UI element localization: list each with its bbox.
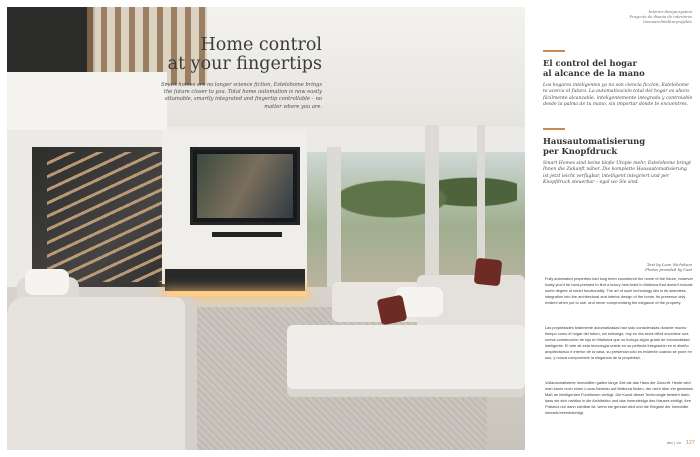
tv-screen — [197, 154, 293, 218]
accent-rule — [543, 128, 565, 130]
headline-block — [152, 36, 322, 111]
accent-rule — [543, 50, 565, 52]
photo-credit — [600, 262, 692, 272]
column — [327, 147, 341, 287]
column — [425, 125, 439, 285]
body-spanish: Las propiedades totalmente automatizadas han sido consideradas durante mucho tiempo como el hogar del futuro, sin embargo, hoy en día sería difícil encontrar una nueva construcción de lujo en Mallorca que no incluya algún grado de funcionalidad inteligente. El arte de esta tecnología reside en su perfecta integración en el diseño arquitectónico e interior de la casa, su presencia sólo es evidente cuando se pone en uso, y nunca compromete la elegancia de la propiedad. — [545, 325, 692, 360]
section-label-line: Innenarchitekturprojekte — [643, 19, 692, 24]
red-cushion — [474, 258, 503, 287]
title-line: Hausautomatisierung — [543, 135, 646, 146]
page-footer — [610, 440, 695, 446]
title-line: al alcance de la mano — [543, 67, 645, 78]
credit-line: Photos provided by Cast — [645, 267, 692, 272]
credit-line: Text by Leon Nicholson — [646, 262, 692, 267]
section-label — [600, 9, 692, 24]
tv-console — [165, 269, 305, 291]
section-label-line: Proyecto de diseño de interiores — [629, 14, 692, 19]
column — [477, 125, 485, 275]
soundbar — [212, 232, 282, 237]
sofa-seat — [287, 325, 525, 397]
title-line: Home control — [200, 35, 322, 55]
page-number: 127 — [685, 440, 695, 446]
body-german: Vollautomatisierte Immobilien galten lange Zeit als das Haus der Zukunft. Heute wird man kaum noch einen Luxus-Neubau auf Mallorca finden, der nicht über ein gewisses Maß an intelligenten Funktionen verfügt. Die Kunst dieser Technologie besteht darin, dass sie sich nahtlos in die Architektur und das Innendesign des Hauses einfügt, ihre Präsenz nur dann sichtbar ist, wenn sie genutzt wird und die Eleganz der Immobilie niemals beeinträchtigt. — [545, 380, 693, 415]
led-light-strip — [167, 292, 307, 296]
cushion — [25, 269, 69, 295]
german-title — [543, 136, 693, 156]
title-line: at your fingertips — [167, 54, 322, 74]
intro-text: Smart homes are no longer science fiction, Estelohome brings the future closer to you. Total home automation is now easily attainable, smartly integrated and fingertip controllable – no matter where you are. — [160, 82, 322, 110]
german-intro: Smart Homes sind keine bloße Utopie mehr, Estelohome bringt Ihnen die Zukunft näher. Die komplette Hausautomatisierung ist jetzt leicht verfügbar, intelligent integriert und per Knopfdruck steuerbar – egal wo Sie sind. — [543, 160, 691, 186]
armchair — [7, 297, 197, 450]
spanish-title — [543, 58, 693, 78]
body-english: Fully automated properties had long been considered the home of the future, however today you'd be hard-pressed to find a luxury new-build in Mallorca that doesn't include some degree of smart functionality. The art of such technology lies in its seamless integration into the architectural and interior design of the home, its presence only evident when put to use, and never compromising the elegance of the property. — [545, 276, 693, 305]
red-cushion — [377, 295, 408, 326]
section-label-line: Interior design/system — [648, 9, 692, 14]
title-line: per Knopfdruck — [543, 145, 618, 156]
white-beam — [7, 72, 167, 130]
floating-staircase — [47, 152, 167, 282]
page-title — [152, 36, 322, 74]
german-block — [543, 128, 693, 187]
spanish-intro: Los hogares inteligentes ya no son ciencia ficción, Estelohome te acerca el futuro. La automatización total del hogar es ahora fácilmente alcanzable, inteligentemente integrada y controlable desde la palma de tu mano, sin importar dónde te encuentres. — [543, 82, 693, 108]
title-line: El control del hogar — [543, 57, 637, 68]
publication-label: abc | ca — [666, 440, 681, 445]
spanish-block — [543, 50, 693, 109]
